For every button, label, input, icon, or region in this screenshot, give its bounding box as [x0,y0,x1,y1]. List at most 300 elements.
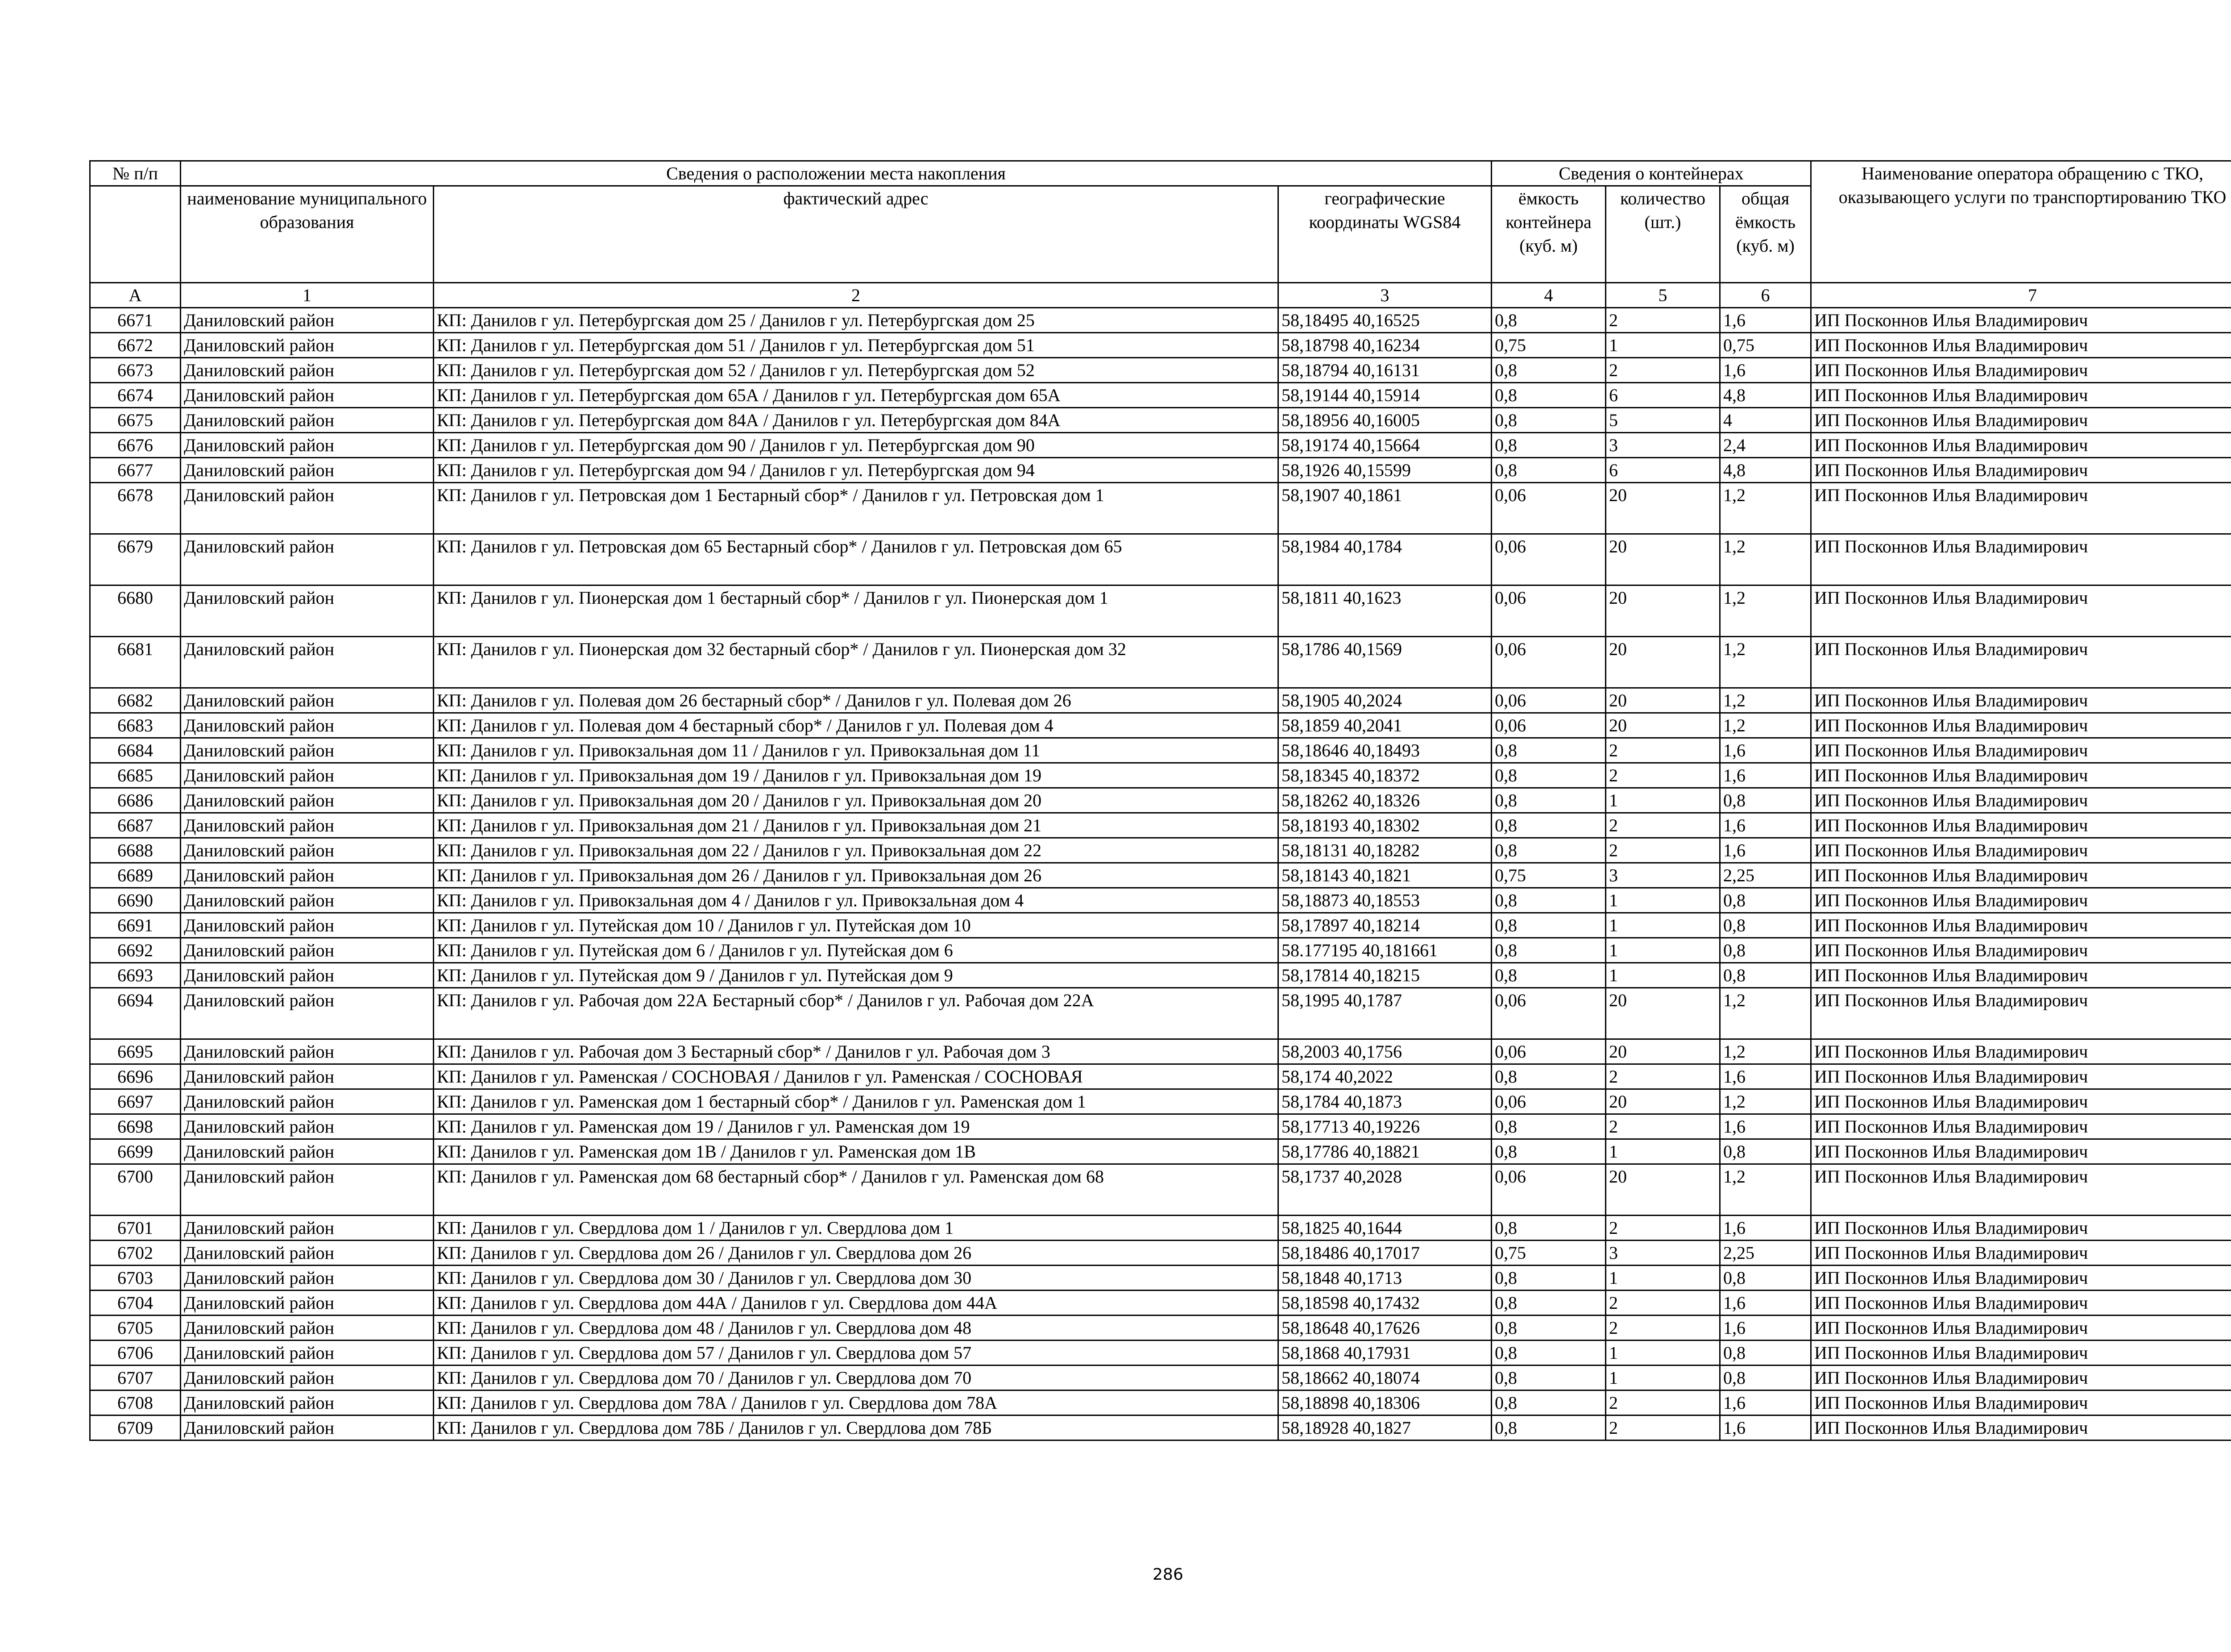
municipality-cell: Даниловский район [181,813,434,838]
municipality-cell: Даниловский район [181,738,434,763]
quantity-cell: 3 [1606,863,1720,888]
total-capacity-cell: 1,6 [1720,308,1811,333]
municipality-cell: Даниловский район [181,358,434,383]
coords-cell: 58,17897 40,18214 [1278,913,1492,938]
operator-cell: ИП Посконнов Илья Владимирович [1811,838,2231,863]
coords-cell: 58,18495 40,16525 [1278,308,1492,333]
address-cell: КП: Данилов г ул. Петербургская дом 65А / Данилов г ул. Петербургская дом 65А [434,383,1278,408]
operator-cell: ИП Посконнов Илья Владимирович [1811,1139,2231,1164]
municipality-cell: Даниловский район [181,1089,434,1114]
table-row [90,1164,2231,1216]
operator-cell: ИП Посконнов Илья Владимирович [1811,433,2231,458]
table-row [90,1266,2231,1291]
total-capacity-cell: 1,2 [1720,534,1811,585]
row-number: 6707 [90,1366,181,1391]
table-row [90,888,2231,913]
table-row [90,788,2231,813]
coords-cell: 58,18646 40,18493 [1278,738,1492,763]
municipality-cell: Даниловский район [181,458,434,483]
capacity-cell: 0,8 [1492,888,1606,913]
address-cell: КП: Данилов г ул. Привокзальная дом 22 / Данилов г ул. Привокзальная дом 22 [434,838,1278,863]
capacity-cell: 0,75 [1492,1241,1606,1266]
municipality-cell: Даниловский район [181,963,434,988]
row-number: 6671 [90,308,181,333]
capacity-cell: 0,8 [1492,1291,1606,1316]
row-number: 6702 [90,1241,181,1266]
row-number: 6672 [90,333,181,358]
coords-cell: 58,18193 40,18302 [1278,813,1492,838]
table-row [90,913,2231,938]
coords-cell: 58,1868 40,17931 [1278,1341,1492,1366]
address-cell: КП: Данилов г ул. Раменская / СОСНОВАЯ / Данилов г ул. Раменская / СОСНОВАЯ [434,1064,1278,1089]
capacity-cell: 0,8 [1492,963,1606,988]
coords-cell: 58,19144 40,15914 [1278,383,1492,408]
total-capacity-cell: 1,6 [1720,1216,1811,1241]
total-capacity-cell: 1,6 [1720,1391,1811,1415]
header-operator: Наименование оператора обращению с ТКО, оказывающего услуги по транспортированию ТКО [1811,161,2231,283]
coords-cell: 58,1848 40,1713 [1278,1266,1492,1291]
total-capacity-cell: 1,2 [1720,713,1811,738]
quantity-cell: 20 [1606,534,1720,585]
coords-cell: 58,1905 40,2024 [1278,688,1492,713]
coords-cell: 58,18928 40,1827 [1278,1415,1492,1440]
coords-cell: 58,18131 40,18282 [1278,838,1492,863]
table-row [90,458,2231,483]
table-row [90,637,2231,688]
operator-cell: ИП Посконнов Илья Владимирович [1811,763,2231,788]
address-cell: КП: Данилов г ул. Раменская дом 68 бестарный сбор* / Данилов г ул. Раменская дом 68 [434,1164,1278,1216]
address-cell: КП: Данилов г ул. Полевая дом 4 бестарный сбор* / Данилов г ул. Полевая дом 4 [434,713,1278,738]
capacity-cell: 0,8 [1492,1366,1606,1391]
municipality-cell: Даниловский район [181,888,434,913]
address-cell: КП: Данилов г ул. Рабочая дом 22А Бестарный сбор* / Данилов г ул. Рабочая дом 22А [434,988,1278,1039]
address-cell: КП: Данилов г ул. Раменская дом 1В / Данилов г ул. Раменская дом 1В [434,1139,1278,1164]
table-row [90,1391,2231,1415]
coords-cell: 58,18956 40,16005 [1278,408,1492,433]
capacity-cell: 0,8 [1492,308,1606,333]
total-capacity-cell: 1,2 [1720,688,1811,713]
table-row [90,534,2231,585]
operator-cell: ИП Посконнов Илья Владимирович [1811,938,2231,963]
operator-cell: ИП Посконнов Илья Владимирович [1811,1291,2231,1316]
operator-cell: ИП Посконнов Илья Владимирович [1811,585,2231,637]
operator-cell: ИП Посконнов Илья Владимирович [1811,713,2231,738]
operator-cell: ИП Посконнов Илья Владимирович [1811,458,2231,483]
municipality-cell: Даниловский район [181,433,434,458]
quantity-cell: 6 [1606,383,1720,408]
capacity-cell: 0,06 [1492,1164,1606,1216]
operator-cell: ИП Посконнов Илья Владимирович [1811,534,2231,585]
address-cell: КП: Данилов г ул. Привокзальная дом 4 / Данилов г ул. Привокзальная дом 4 [434,888,1278,913]
operator-cell: ИП Посконнов Илья Владимирович [1811,788,2231,813]
operator-cell: ИП Посконнов Илья Владимирович [1811,1114,2231,1139]
total-capacity-cell: 2,4 [1720,433,1811,458]
municipality-cell: Даниловский район [181,938,434,963]
address-cell: КП: Данилов г ул. Привокзальная дом 20 / Данилов г ул. Привокзальная дом 20 [434,788,1278,813]
row-number: 6701 [90,1216,181,1241]
table-row [90,408,2231,433]
col-index: 5 [1606,283,1720,308]
row-number: 6700 [90,1164,181,1216]
col-index: 2 [434,283,1278,308]
municipality-cell: Даниловский район [181,585,434,637]
header-municipality: наименование муниципального образования [181,186,434,283]
quantity-cell: 1 [1606,788,1720,813]
coords-cell: 58,2003 40,1756 [1278,1039,1492,1064]
quantity-cell: 1 [1606,938,1720,963]
quantity-cell: 20 [1606,713,1720,738]
total-capacity-cell: 4,8 [1720,458,1811,483]
table-row [90,688,2231,713]
total-capacity-cell: 1,6 [1720,738,1811,763]
row-number: 6675 [90,408,181,433]
capacity-cell: 0,8 [1492,1064,1606,1089]
capacity-cell: 0,8 [1492,763,1606,788]
total-capacity-cell: 1,2 [1720,1164,1811,1216]
address-cell: КП: Данилов г ул. Петербургская дом 90 / Данилов г ул. Петербургская дом 90 [434,433,1278,458]
total-capacity-cell: 1,6 [1720,1291,1811,1316]
capacity-cell: 0,8 [1492,1266,1606,1291]
total-capacity-cell: 2,25 [1720,1241,1811,1266]
coords-cell: 58,18345 40,18372 [1278,763,1492,788]
quantity-cell: 1 [1606,1366,1720,1391]
row-number: 6704 [90,1291,181,1316]
capacity-cell: 0,8 [1492,913,1606,938]
row-number: 6686 [90,788,181,813]
total-capacity-cell: 1,6 [1720,1114,1811,1139]
table-row [90,713,2231,738]
quantity-cell: 2 [1606,738,1720,763]
row-number: 6705 [90,1316,181,1341]
table-row [90,938,2231,963]
row-number: 6684 [90,738,181,763]
quantity-cell: 20 [1606,483,1720,534]
operator-cell: ИП Посконнов Илья Владимирович [1811,913,2231,938]
quantity-cell: 20 [1606,637,1720,688]
row-number: 6681 [90,637,181,688]
operator-cell: ИП Посконнов Илья Владимирович [1811,1391,2231,1415]
header-total: общая ёмкость (куб. м) [1720,186,1811,283]
operator-cell: ИП Посконнов Илья Владимирович [1811,1341,2231,1366]
municipality-cell: Даниловский район [181,333,434,358]
waste-sites-table [89,160,2231,1441]
quantity-cell: 20 [1606,1089,1720,1114]
row-number: 6687 [90,813,181,838]
quantity-cell: 20 [1606,585,1720,637]
address-cell: КП: Данилов г ул. Свердлова дом 44А / Данилов г ул. Свердлова дом 44А [434,1291,1278,1316]
row-number: 6690 [90,888,181,913]
operator-cell: ИП Посконнов Илья Владимирович [1811,1164,2231,1216]
address-cell: КП: Данилов г ул. Путейская дом 9 / Данилов г ул. Путейская дом 9 [434,963,1278,988]
municipality-cell: Даниловский район [181,863,434,888]
table-row [90,1139,2231,1164]
table-row [90,863,2231,888]
total-capacity-cell: 1,6 [1720,358,1811,383]
coords-cell: 58.177195 40,181661 [1278,938,1492,963]
header-row-groups [90,161,2231,186]
header-coords: географические координаты WGS84 [1278,186,1492,283]
row-number: 6703 [90,1266,181,1291]
address-cell: КП: Данилов г ул. Путейская дом 10 / Данилов г ул. Путейская дом 10 [434,913,1278,938]
coords-cell: 58,18662 40,18074 [1278,1366,1492,1391]
total-capacity-cell: 1,6 [1720,1064,1811,1089]
municipality-cell: Даниловский район [181,838,434,863]
capacity-cell: 0,06 [1492,637,1606,688]
capacity-cell: 0,8 [1492,938,1606,963]
municipality-cell: Даниловский район [181,1216,434,1241]
capacity-cell: 0,8 [1492,408,1606,433]
address-cell: КП: Данилов г ул. Свердлова дом 78Б / Данилов г ул. Свердлова дом 78Б [434,1415,1278,1440]
municipality-cell: Даниловский район [181,763,434,788]
address-cell: КП: Данилов г ул. Путейская дом 6 / Данилов г ул. Путейская дом 6 [434,938,1278,963]
coords-cell: 58,1907 40,1861 [1278,483,1492,534]
table-row [90,738,2231,763]
municipality-cell: Даниловский район [181,1341,434,1366]
table-row [90,1064,2231,1089]
coords-cell: 58,1995 40,1787 [1278,988,1492,1039]
address-cell: КП: Данилов г ул. Свердлова дом 70 / Данилов г ул. Свердлова дом 70 [434,1366,1278,1391]
address-cell: КП: Данилов г ул. Раменская дом 1 бестарный сбор* / Данилов г ул. Раменская дом 1 [434,1089,1278,1114]
address-cell: КП: Данилов г ул. Привокзальная дом 11 / Данилов г ул. Привокзальная дом 11 [434,738,1278,763]
total-capacity-cell: 1,6 [1720,1415,1811,1440]
quantity-cell: 3 [1606,433,1720,458]
quantity-cell: 2 [1606,1114,1720,1139]
municipality-cell: Даниловский район [181,788,434,813]
operator-cell: ИП Посконнов Илья Владимирович [1811,863,2231,888]
col-index: 4 [1492,283,1606,308]
capacity-cell: 0,8 [1492,1341,1606,1366]
operator-cell: ИП Посконнов Илья Владимирович [1811,1415,2231,1440]
municipality-cell: Даниловский район [181,1291,434,1316]
address-cell: КП: Данилов г ул. Привокзальная дом 19 / Данилов г ул. Привокзальная дом 19 [434,763,1278,788]
operator-cell: ИП Посконнов Илья Владимирович [1811,738,2231,763]
municipality-cell: Даниловский район [181,913,434,938]
table-row [90,963,2231,988]
municipality-cell: Даниловский район [181,1114,434,1139]
total-capacity-cell: 0,8 [1720,1266,1811,1291]
capacity-cell: 0,8 [1492,1415,1606,1440]
quantity-cell: 5 [1606,408,1720,433]
row-number: 6682 [90,688,181,713]
quantity-cell: 20 [1606,988,1720,1039]
operator-cell: ИП Посконнов Илья Владимирович [1811,1089,2231,1114]
operator-cell: ИП Посконнов Илья Владимирович [1811,408,2231,433]
address-cell: КП: Данилов г ул. Рабочая дом 3 Бестарный сбор* / Данилов г ул. Рабочая дом 3 [434,1039,1278,1064]
address-cell: КП: Данилов г ул. Петровская дом 1 Бестарный сбор* / Данилов г ул. Петровская дом 1 [434,483,1278,534]
capacity-cell: 0,75 [1492,863,1606,888]
total-capacity-cell: 1,6 [1720,763,1811,788]
capacity-cell: 0,8 [1492,1114,1606,1139]
address-cell: КП: Данилов г ул. Привокзальная дом 21 / Данилов г ул. Привокзальная дом 21 [434,813,1278,838]
quantity-cell: 2 [1606,1064,1720,1089]
municipality-cell: Даниловский район [181,1139,434,1164]
capacity-cell: 0,8 [1492,383,1606,408]
address-cell: КП: Данилов г ул. Пионерская дом 32 бестарный сбор* / Данилов г ул. Пионерская дом 32 [434,637,1278,688]
operator-cell: ИП Посконнов Илья Владимирович [1811,637,2231,688]
operator-cell: ИП Посконнов Илья Владимирович [1811,1316,2231,1341]
capacity-cell: 0,06 [1492,713,1606,738]
quantity-cell: 1 [1606,333,1720,358]
capacity-cell: 0,06 [1492,1089,1606,1114]
municipality-cell: Даниловский район [181,688,434,713]
municipality-cell: Даниловский район [181,713,434,738]
table-row [90,483,2231,534]
total-capacity-cell: 0,8 [1720,963,1811,988]
col-index: 3 [1278,283,1492,308]
coords-cell: 58,1811 40,1623 [1278,585,1492,637]
row-number: 6695 [90,1039,181,1064]
total-capacity-cell: 0,75 [1720,333,1811,358]
municipality-cell: Даниловский район [181,408,434,433]
address-cell: КП: Данилов г ул. Петербургская дом 52 / Данилов г ул. Петербургская дом 52 [434,358,1278,383]
capacity-cell: 0,8 [1492,788,1606,813]
address-cell: КП: Данилов г ул. Привокзальная дом 26 / Данилов г ул. Привокзальная дом 26 [434,863,1278,888]
municipality-cell: Даниловский район [181,383,434,408]
quantity-cell: 20 [1606,1164,1720,1216]
coords-cell: 58,17814 40,18215 [1278,963,1492,988]
row-number: 6706 [90,1341,181,1366]
address-cell: КП: Данилов г ул. Свердлова дом 57 / Данилов г ул. Свердлова дом 57 [434,1341,1278,1366]
municipality-cell: Даниловский район [181,1266,434,1291]
coords-cell: 58,1825 40,1644 [1278,1216,1492,1241]
municipality-cell: Даниловский район [181,988,434,1039]
table-row [90,1415,2231,1440]
quantity-cell: 6 [1606,458,1720,483]
capacity-cell: 0,8 [1492,738,1606,763]
page-number: 286 [1153,1565,1183,1584]
address-cell: КП: Данилов г ул. Свердлова дом 26 / Данилов г ул. Свердлова дом 26 [434,1241,1278,1266]
operator-cell: ИП Посконнов Илья Владимирович [1811,988,2231,1039]
row-number: 6691 [90,913,181,938]
operator-cell: ИП Посконнов Илья Владимирович [1811,688,2231,713]
row-number: 6677 [90,458,181,483]
table-row [90,1316,2231,1341]
coords-cell: 58,1859 40,2041 [1278,713,1492,738]
coords-cell: 58,18898 40,18306 [1278,1391,1492,1415]
quantity-cell: 2 [1606,838,1720,863]
address-cell: КП: Данилов г ул. Свердлова дом 1 / Данилов г ул. Свердлова дом 1 [434,1216,1278,1241]
quantity-cell: 2 [1606,1415,1720,1440]
row-number: 6673 [90,358,181,383]
coords-cell: 58,18798 40,16234 [1278,333,1492,358]
quantity-cell: 20 [1606,1039,1720,1064]
total-capacity-cell: 0,8 [1720,938,1811,963]
capacity-cell: 0,06 [1492,1039,1606,1064]
row-number: 6697 [90,1089,181,1114]
capacity-cell: 0,8 [1492,838,1606,863]
coords-cell: 58,18873 40,18553 [1278,888,1492,913]
address-cell: КП: Данилов г ул. Петербургская дом 51 / Данилов г ул. Петербургская дом 51 [434,333,1278,358]
operator-cell: ИП Посконнов Илья Владимирович [1811,1266,2231,1291]
capacity-cell: 0,8 [1492,458,1606,483]
municipality-cell: Даниловский район [181,534,434,585]
coords-cell: 58,18262 40,18326 [1278,788,1492,813]
header-num-empty [90,186,181,283]
capacity-cell: 0,75 [1492,333,1606,358]
operator-cell: ИП Посконнов Илья Владимирович [1811,1366,2231,1391]
total-capacity-cell: 4,8 [1720,383,1811,408]
quantity-cell: 1 [1606,1266,1720,1291]
address-cell: КП: Данилов г ул. Полевая дом 26 бестарный сбор* / Данилов г ул. Полевая дом 26 [434,688,1278,713]
table-row [90,333,2231,358]
total-capacity-cell: 1,6 [1720,838,1811,863]
table-row [90,433,2231,458]
capacity-cell: 0,06 [1492,585,1606,637]
row-number: 6696 [90,1064,181,1089]
quantity-cell: 1 [1606,888,1720,913]
row-number: 6678 [90,483,181,534]
coords-cell: 58,18143 40,1821 [1278,863,1492,888]
row-number: 6683 [90,713,181,738]
total-capacity-cell: 0,8 [1720,1341,1811,1366]
table-row [90,1341,2231,1366]
address-cell: КП: Данилов г ул. Пионерская дом 1 бестарный сбор* / Данилов г ул. Пионерская дом 1 [434,585,1278,637]
municipality-cell: Даниловский район [181,637,434,688]
table-row [90,383,2231,408]
quantity-cell: 1 [1606,1341,1720,1366]
total-capacity-cell: 1,2 [1720,1039,1811,1064]
coords-cell: 58,17786 40,18821 [1278,1139,1492,1164]
capacity-cell: 0,8 [1492,1139,1606,1164]
total-capacity-cell: 0,8 [1720,913,1811,938]
header-location-group: Сведения о расположении места накопления [181,161,1492,186]
quantity-cell: 2 [1606,358,1720,383]
table-row [90,1216,2231,1241]
total-capacity-cell: 1,6 [1720,1316,1811,1341]
row-number: 6680 [90,585,181,637]
address-cell: КП: Данилов г ул. Петербургская дом 94 / Данилов г ул. Петербургская дом 94 [434,458,1278,483]
municipality-cell: Даниловский район [181,1241,434,1266]
header-capacity: ёмкость контейнера (куб. м) [1492,186,1606,283]
total-capacity-cell: 0,8 [1720,788,1811,813]
capacity-cell: 0,8 [1492,1316,1606,1341]
address-cell: КП: Данилов г ул. Раменская дом 19 / Данилов г ул. Раменская дом 19 [434,1114,1278,1139]
table-row [90,1291,2231,1316]
address-cell: КП: Данилов г ул. Свердлова дом 30 / Данилов г ул. Свердлова дом 30 [434,1266,1278,1291]
table-row [90,1089,2231,1114]
capacity-cell: 0,06 [1492,534,1606,585]
total-capacity-cell: 0,8 [1720,888,1811,913]
coords-cell: 58,1784 40,1873 [1278,1089,1492,1114]
municipality-cell: Даниловский район [181,483,434,534]
total-capacity-cell: 1,6 [1720,813,1811,838]
municipality-cell: Даниловский район [181,1366,434,1391]
registry-sheet [89,160,2231,1441]
total-capacity-cell: 0,8 [1720,1139,1811,1164]
total-capacity-cell: 1,2 [1720,1089,1811,1114]
address-cell: КП: Данилов г ул. Свердлова дом 78А / Данилов г ул. Свердлова дом 78А [434,1391,1278,1415]
table-row [90,1114,2231,1139]
header-address: фактический адрес [434,186,1278,283]
coords-cell: 58,1737 40,2028 [1278,1164,1492,1216]
coords-cell: 58,17713 40,19226 [1278,1114,1492,1139]
address-cell: КП: Данилов г ул. Петербургская дом 84А / Данилов г ул. Петербургская дом 84А [434,408,1278,433]
coords-cell: 58,18486 40,17017 [1278,1241,1492,1266]
col-index: А [90,283,181,308]
coords-cell: 58,18794 40,16131 [1278,358,1492,383]
capacity-cell: 0,06 [1492,688,1606,713]
quantity-cell: 2 [1606,763,1720,788]
quantity-cell: 20 [1606,688,1720,713]
header-containers-group: Сведения о контейнерах [1492,161,1811,186]
municipality-cell: Даниловский район [181,1064,434,1089]
total-capacity-cell: 4 [1720,408,1811,433]
table-row [90,1039,2231,1064]
coords-cell: 58,1926 40,15599 [1278,458,1492,483]
total-capacity-cell: 1,2 [1720,988,1811,1039]
address-cell: КП: Данилов г ул. Петербургская дом 25 / Данилов г ул. Петербургская дом 25 [434,308,1278,333]
table-row [90,763,2231,788]
